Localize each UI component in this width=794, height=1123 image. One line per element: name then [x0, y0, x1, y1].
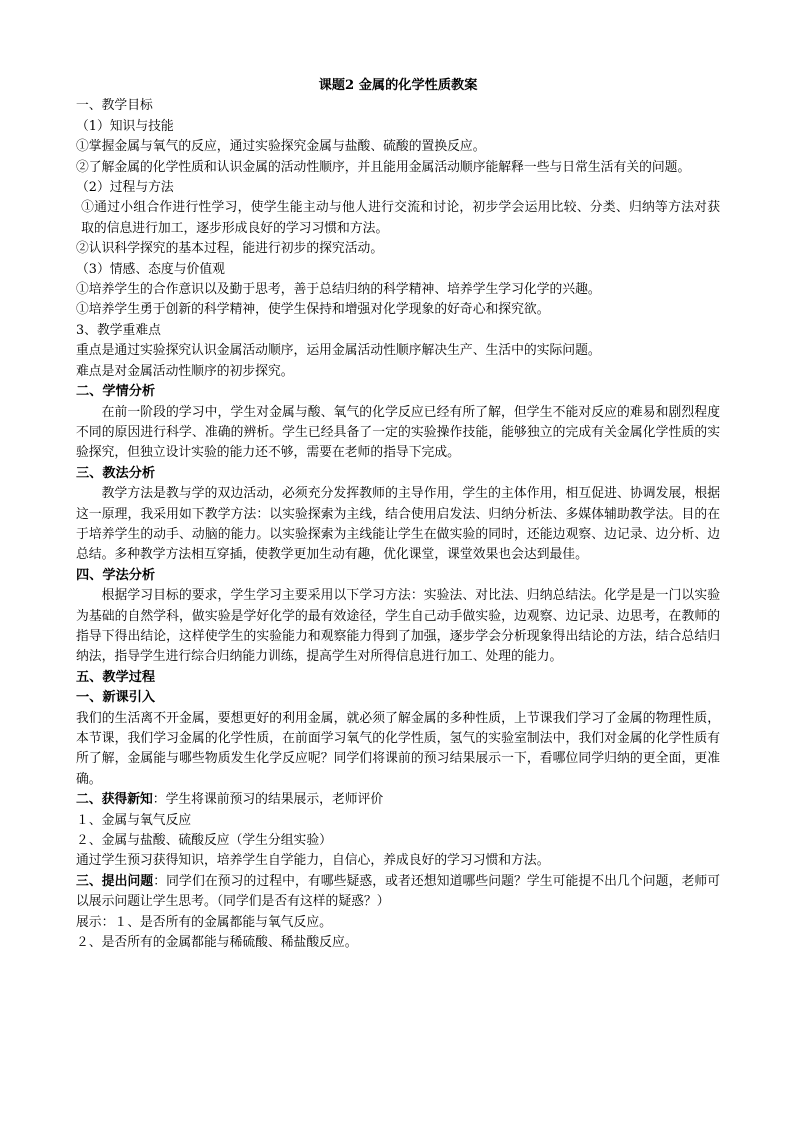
section-heading-objectives: 一、教学目标: [76, 98, 153, 114]
subheading-process: （2）过程与方法: [76, 180, 174, 196]
subheading-emotion: （3）情感、态度与价值观: [76, 261, 225, 277]
show-item-2: ２、是否所有的金属都能与稀硫酸、稀盐酸反应。: [76, 935, 358, 951]
show-item-1: 展示：１、是否所有的金属都能与氧气反应。: [76, 914, 332, 930]
process-item-1: ①通过小组合作进行性学习，使学生能主动与他人进行交流和讨论，初步学会运用比较、分类、归纳等方法对获取的信息进行加工，逐步形成良好的学习习惯和方法。: [81, 200, 720, 236]
new-knowledge-line: [76, 790, 720, 810]
teaching-method-text: 教学方法是教与学的双边活动，必须充分发挥教师的主导作用，学生的主体作用，相互促进、协调发展，根据这一原理，我采用如下教学方法：以实验探索为主线，结合使用启发法、归纳分析法、多媒体辅助教学法。目的在于培养学生的动手、动脑的能力。以实验探索为主线能让学生在做实验的同时，还能边观察、边记录、边分析、边总结。多种教学方法相互穿插，使教学更加生动有趣，优化课堂，课堂效果也会达到最佳。: [76, 486, 720, 563]
process-item-2: ②认识科学探究的基本过程，能进行初步的探究活动。: [76, 241, 384, 257]
new-knowledge-text: ：学生将课前预习的结果展示，老师评价: [152, 792, 384, 808]
difficult-point: 难点是对金属活动性顺序的初步探究。: [76, 363, 294, 379]
emotion-item-1: ①培养学生的合作意识以及勤于思考，善于总结归纳的科学精神、培养学生学习化学的兴趣。: [76, 282, 601, 298]
emotion-item-2: ①培养学生勇于创新的科学精神，使学生保持和增强对化学现象的好奇心和探究欲。: [76, 302, 550, 318]
subheading-difficulty: 3、教学重难点: [76, 322, 161, 338]
question-paragraph: [76, 872, 720, 913]
section-heading-student-analysis: 二、学情分析: [76, 384, 156, 400]
subheading-knowledge: （1）知识与技能: [76, 118, 174, 134]
document-title: 课题2 金属的化学性质教案: [318, 78, 478, 93]
section-heading-teaching-method: 三、教法分析: [76, 465, 156, 481]
list-item-oxygen: １、金属与氧气反应: [76, 812, 192, 828]
subheading-questions: 三、提出问题: [76, 873, 154, 889]
questions-text: ：同学们在预习的过程中，有哪些疑惑，或者还想知道哪些问题？学生可能提不出几个问题，老师可以展示问题让学生思考。（同学们是否有这样的疑惑？）: [76, 873, 721, 910]
knowledge-item-2: ②了解金属的化学性质和认识金属的活动性顺序，并且能用金属活动顺序能解释一些与日常生活有关的问题。: [76, 159, 691, 175]
learning-method-text: 根据学习目标的要求，学生学习主要采用以下学习方法：实验法、对比法、归纳总结法。化学是是一门以实验为基础的自然学科，做实验是学好化学的最有效途径，学生自己动手做实验，边观察、边记录、边思考，在教师的指导下得出结论，这样使学生的实验能力和观察能力得到了加强，逐步学会分析现象得出结论的方法，结合总结归纳法，指导学生进行综合归纳能力训练，提高学生对所得信息进行加工、处理的能力。: [76, 588, 720, 665]
knowledge-item-1: ①掌握金属与氧气的反应，通过实验探究金属与盐酸、硫酸的置换反应。: [76, 139, 486, 155]
subheading-new-knowledge: 二、获得新知: [76, 792, 153, 808]
student-analysis-text: 在前一阶段的学习中，学生对金属与酸、氧气的化学反应已经有所了解，但学生不能对反应的难易和剧烈程度不同的原因进行科学、准确的辨析。学生已经具备了一定的实验操作技能，能够独立的完成有关金属化学性质的实验探究，但独立设计实验的能力还不够，需要在老师的指导下完成。: [76, 404, 720, 461]
preview-note: 通过学生预习获得知识，培养学生自学能力，自信心，养成良好的学习习惯和方法。: [76, 853, 550, 869]
list-item-acid: ２、金属与盐酸、硫酸反应（学生分组实验）: [76, 833, 332, 849]
section-heading-teaching-process: 五、教学过程: [76, 669, 156, 685]
introduction-text: 我们的生活离不开金属，要想更好的利用金属，就必须了解金属的多种性质，上节课我们学习了金属的物理性质，本节课，我们学习金属的化学性质，在前面学习氧气的化学性质，氢气的实验室制法中，我们对金属的化学性质有所了解，金属能与哪些物质发生化学反应呢？同学们将课前的预习结果展示一下，看哪位同学归纳的更全面，更准确。: [76, 710, 720, 787]
document-page: [76, 76, 720, 953]
subheading-introduction: 一、新课引入: [76, 690, 156, 706]
key-point: 重点是通过实验探究认识金属活动顺序，运用金属活动性顺序解决生产、生活中的实际问题。: [76, 343, 601, 359]
section-heading-learning-method: 四、学法分析: [76, 567, 156, 583]
